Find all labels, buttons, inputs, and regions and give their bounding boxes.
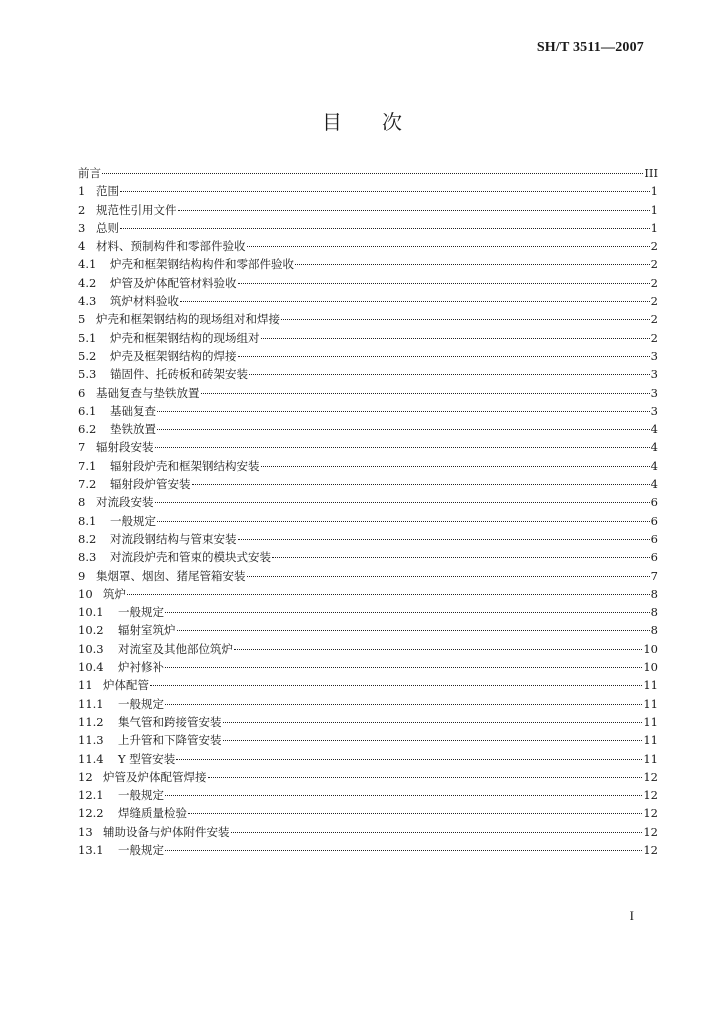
toc-entry[interactable] bbox=[78, 219, 658, 237]
toc-entry-page: 4 bbox=[650, 458, 658, 473]
toc-entry-number: 5.2 bbox=[78, 348, 97, 363]
page-title: 目次 bbox=[322, 110, 442, 134]
toc-entry-label: 一般规定 bbox=[118, 696, 164, 711]
toc-entry-page: 12 bbox=[643, 769, 658, 784]
toc-entry[interactable] bbox=[78, 823, 658, 841]
toc-entry-page: 6 bbox=[650, 495, 658, 510]
dot-leader bbox=[295, 264, 650, 265]
toc-entry-number: 10.1 bbox=[78, 605, 104, 620]
toc-entry-number: 4.2 bbox=[78, 275, 97, 290]
dot-leader bbox=[247, 576, 650, 577]
toc-entry[interactable] bbox=[78, 585, 658, 603]
toc-entry-number: 7.1 bbox=[78, 458, 97, 473]
toc-entry-page: 6 bbox=[650, 531, 658, 546]
toc-entry[interactable] bbox=[78, 695, 658, 713]
toc-entry-label: Y 型管安装 bbox=[118, 751, 176, 766]
toc-entry-label: 炉管及炉体配管材料验收 bbox=[110, 275, 237, 290]
toc-entry-number: 4.1 bbox=[78, 257, 97, 272]
toc-entry[interactable] bbox=[78, 365, 658, 383]
toc-entry[interactable] bbox=[78, 676, 658, 694]
toc-entry-page: 6 bbox=[650, 550, 658, 565]
toc-entry-label: 前言 bbox=[78, 166, 101, 180]
toc-entry-page: 3 bbox=[650, 348, 658, 363]
toc-entry-number: 8.3 bbox=[78, 550, 97, 565]
toc-entry-number: 4.3 bbox=[78, 294, 97, 309]
toc-entry-page: 12 bbox=[643, 806, 658, 821]
toc-entry-page: 8 bbox=[650, 605, 658, 620]
dot-leader bbox=[201, 393, 650, 394]
toc-entry-page: 7 bbox=[650, 568, 658, 583]
toc-entry-number: 2 bbox=[78, 202, 86, 217]
toc-entry-label: 范围 bbox=[96, 184, 119, 199]
toc-entry-page: 3 bbox=[650, 367, 658, 382]
toc-entry-number: 3 bbox=[78, 220, 86, 235]
toc-entry-page: 10 bbox=[643, 660, 658, 675]
dot-leader bbox=[223, 740, 643, 741]
toc-entry-number: 10 bbox=[78, 586, 93, 601]
dot-leader bbox=[238, 356, 650, 357]
toc-entry-page: 6 bbox=[650, 513, 658, 528]
dot-leader bbox=[127, 594, 650, 595]
toc-entry-label: 对流室及其他部位筑炉 bbox=[118, 641, 233, 656]
toc-entry[interactable] bbox=[78, 841, 658, 859]
toc-entry-page: 4 bbox=[650, 422, 658, 437]
toc-entry[interactable] bbox=[78, 548, 658, 566]
dot-leader bbox=[238, 539, 650, 540]
toc-entry-page: 11 bbox=[643, 696, 658, 711]
toc-entry-number: 6 bbox=[78, 385, 86, 400]
toc-entry-label: 炉体配管 bbox=[103, 678, 149, 693]
toc-entry[interactable] bbox=[78, 201, 658, 219]
dot-leader bbox=[165, 612, 650, 613]
toc-entry-page: 2 bbox=[650, 330, 658, 345]
toc-entry-label: 集气管和跨接管安装 bbox=[118, 714, 222, 729]
toc-entry-label: 材料、预制构件和零部件验收 bbox=[96, 239, 246, 254]
toc-entry-label: 炉壳及框架钢结构的焊接 bbox=[110, 348, 237, 363]
dot-leader bbox=[261, 338, 650, 339]
toc-entry-number: 12.2 bbox=[78, 806, 104, 821]
toc-entry-number: 12.1 bbox=[78, 788, 104, 803]
dot-leader bbox=[165, 704, 642, 705]
dot-leader bbox=[231, 832, 643, 833]
toc-entry-page: 2 bbox=[650, 312, 658, 327]
dot-leader bbox=[165, 795, 642, 796]
toc-entry-page: 2 bbox=[650, 239, 658, 254]
dot-leader bbox=[150, 685, 642, 686]
toc-entry[interactable] bbox=[78, 292, 658, 310]
toc-entry-label: 对流段炉壳和管束的模块式安装 bbox=[110, 550, 271, 565]
table-of-contents bbox=[78, 164, 658, 859]
toc-entry-page: 8 bbox=[650, 623, 658, 638]
toc-entry-label: 炉衬修补 bbox=[118, 660, 164, 675]
toc-entry-number: 9 bbox=[78, 568, 86, 583]
toc-entry-number: 11.3 bbox=[78, 733, 104, 748]
toc-entry-label: 总则 bbox=[96, 220, 119, 235]
dot-leader bbox=[247, 246, 650, 247]
toc-entry[interactable] bbox=[78, 567, 658, 585]
toc-entry-label: 一般规定 bbox=[118, 842, 164, 857]
toc-entry-label: 上升管和下降管安装 bbox=[118, 733, 222, 748]
toc-entry-page: 3 bbox=[650, 385, 658, 400]
toc-entry-number: 11 bbox=[78, 678, 93, 693]
document-code: SH/T 3511—2007 bbox=[536, 40, 644, 55]
dot-leader bbox=[165, 667, 642, 668]
toc-entry-label: 焊缝质量检验 bbox=[118, 806, 187, 821]
toc-entry[interactable] bbox=[78, 658, 658, 676]
toc-entry-page: 8 bbox=[650, 586, 658, 601]
toc-entry-number: 4 bbox=[78, 239, 86, 254]
toc-entry-page: 3 bbox=[650, 403, 658, 418]
toc-entry-number: 11.4 bbox=[78, 751, 104, 766]
toc-entry-label: 辐射段安装 bbox=[96, 440, 154, 455]
dot-leader bbox=[155, 502, 650, 503]
toc-entry[interactable] bbox=[78, 237, 658, 255]
dot-leader bbox=[157, 411, 650, 412]
toc-entry[interactable] bbox=[78, 457, 658, 475]
toc-entry-label: 一般规定 bbox=[118, 788, 164, 803]
toc-entry-page: 4 bbox=[650, 477, 658, 492]
dot-leader bbox=[238, 283, 650, 284]
toc-entry-page: 1 bbox=[650, 202, 658, 217]
toc-entry-number: 5 bbox=[78, 312, 86, 327]
toc-entry-page: 2 bbox=[650, 294, 658, 309]
toc-entry[interactable] bbox=[78, 329, 658, 347]
toc-entry[interactable] bbox=[78, 713, 658, 731]
toc-entry-page: 1 bbox=[650, 220, 658, 235]
toc-entry[interactable] bbox=[78, 438, 658, 456]
toc-entry-number: 8.2 bbox=[78, 531, 97, 546]
toc-entry[interactable] bbox=[78, 603, 658, 621]
dot-leader bbox=[192, 484, 650, 485]
toc-entry-label: 炉壳和框架钢结构的现场组对和焊接 bbox=[96, 312, 280, 327]
toc-entry-page: 10 bbox=[643, 641, 658, 656]
toc-entry-number: 5.1 bbox=[78, 330, 97, 345]
toc-entry[interactable] bbox=[78, 804, 658, 822]
toc-entry-label: 对流段安装 bbox=[96, 495, 154, 510]
toc-entry-number: 8 bbox=[78, 495, 86, 510]
toc-entry-label: 垫铁放置 bbox=[110, 422, 156, 437]
toc-entry-number: 5.3 bbox=[78, 367, 97, 382]
toc-entry[interactable] bbox=[78, 786, 658, 804]
toc-entry-page: III bbox=[644, 166, 658, 180]
dot-leader bbox=[234, 649, 642, 650]
toc-entry-number: 10.2 bbox=[78, 623, 104, 638]
toc-entry[interactable] bbox=[78, 493, 658, 511]
toc-entry-label: 辐射室筑炉 bbox=[118, 623, 176, 638]
toc-entry-page: 11 bbox=[643, 733, 658, 748]
toc-entry[interactable] bbox=[78, 621, 658, 639]
dot-leader bbox=[176, 759, 642, 760]
toc-entry[interactable] bbox=[78, 512, 658, 530]
toc-entry-label: 筑炉材料验收 bbox=[110, 294, 179, 309]
toc-entry-number: 6.2 bbox=[78, 422, 97, 437]
toc-entry-page: 11 bbox=[643, 714, 658, 729]
toc-entry-page: 11 bbox=[643, 751, 658, 766]
dot-leader bbox=[180, 301, 650, 302]
toc-entry[interactable] bbox=[78, 420, 658, 438]
toc-entry[interactable] bbox=[78, 255, 658, 273]
dot-leader bbox=[223, 722, 643, 723]
toc-entry-number: 8.1 bbox=[78, 513, 97, 528]
toc-entry-number: 13 bbox=[78, 824, 93, 839]
toc-entry-number: 12 bbox=[78, 769, 93, 784]
toc-entry[interactable] bbox=[78, 182, 658, 200]
dot-leader bbox=[120, 228, 650, 229]
toc-entry-number: 6.1 bbox=[78, 403, 97, 418]
toc-entry[interactable] bbox=[78, 384, 658, 402]
toc-entry-label: 筑炉 bbox=[103, 586, 126, 601]
toc-entry[interactable] bbox=[78, 731, 658, 749]
toc-entry[interactable] bbox=[78, 347, 658, 365]
dot-leader bbox=[177, 630, 650, 631]
toc-entry-label: 炉管及炉体配管焊接 bbox=[103, 769, 207, 784]
toc-entry-page: 12 bbox=[643, 842, 658, 857]
toc-entry-label: 炉壳和框架钢结构构件和零部件验收 bbox=[110, 257, 294, 272]
toc-entry-number: 10.3 bbox=[78, 641, 104, 656]
toc-entry[interactable] bbox=[78, 402, 658, 420]
toc-entry-number: 7.2 bbox=[78, 477, 97, 492]
toc-entry-page: 2 bbox=[650, 257, 658, 272]
toc-entry-label: 基础复查 bbox=[110, 403, 156, 418]
toc-entry[interactable] bbox=[78, 164, 658, 182]
toc-entry-label: 一般规定 bbox=[118, 605, 164, 620]
toc-entry-label: 对流段钢结构与管束安装 bbox=[110, 531, 237, 546]
dot-leader bbox=[281, 319, 650, 320]
toc-entry-label: 集烟罩、烟囱、猪尾管箱安装 bbox=[96, 568, 246, 583]
toc-entry-page: 12 bbox=[643, 824, 658, 839]
toc-entry-page: 11 bbox=[643, 678, 658, 693]
toc-entry-label: 辅助设备与炉体附件安装 bbox=[103, 824, 230, 839]
toc-entry-label: 炉壳和框架钢结构的现场组对 bbox=[110, 330, 260, 345]
toc-entry-page: 4 bbox=[650, 440, 658, 455]
dot-leader bbox=[261, 466, 650, 467]
toc-entry-number: 1 bbox=[78, 184, 86, 199]
toc-entry-label: 规范性引用文件 bbox=[96, 202, 177, 217]
dot-leader bbox=[178, 210, 650, 211]
toc-entry[interactable] bbox=[78, 750, 658, 768]
toc-entry[interactable] bbox=[78, 530, 658, 548]
dot-leader bbox=[272, 557, 650, 558]
dot-leader bbox=[120, 191, 650, 192]
dot-leader bbox=[155, 447, 650, 448]
toc-entry-number: 11.1 bbox=[78, 696, 104, 711]
toc-entry-page: 12 bbox=[643, 788, 658, 803]
toc-entry-number: 7 bbox=[78, 440, 86, 455]
toc-entry-label: 辐射段炉管安装 bbox=[110, 477, 191, 492]
dot-leader bbox=[208, 777, 643, 778]
dot-leader bbox=[188, 813, 642, 814]
page-number: I bbox=[629, 908, 634, 923]
toc-entry-label: 一般规定 bbox=[110, 513, 156, 528]
toc-entry-label: 辐射段炉壳和框架钢结构安装 bbox=[110, 458, 260, 473]
toc-entry[interactable] bbox=[78, 768, 658, 786]
toc-entry-page: 2 bbox=[650, 275, 658, 290]
toc-entry[interactable] bbox=[78, 310, 658, 328]
toc-entry-label: 基础复查与垫铁放置 bbox=[96, 385, 200, 400]
toc-entry[interactable] bbox=[78, 274, 658, 292]
toc-entry[interactable] bbox=[78, 475, 658, 493]
toc-entry-label: 锚固件、托砖板和砖架安装 bbox=[110, 367, 248, 382]
dot-leader bbox=[249, 374, 650, 375]
dot-leader bbox=[165, 850, 642, 851]
dot-leader bbox=[102, 173, 643, 174]
toc-entry-number: 11.2 bbox=[78, 714, 104, 729]
toc-entry-number: 13.1 bbox=[78, 842, 104, 857]
dot-leader bbox=[157, 521, 650, 522]
toc-entry-number: 10.4 bbox=[78, 660, 104, 675]
dot-leader bbox=[157, 429, 650, 430]
toc-entry[interactable] bbox=[78, 640, 658, 658]
toc-entry-page: 1 bbox=[650, 184, 658, 199]
